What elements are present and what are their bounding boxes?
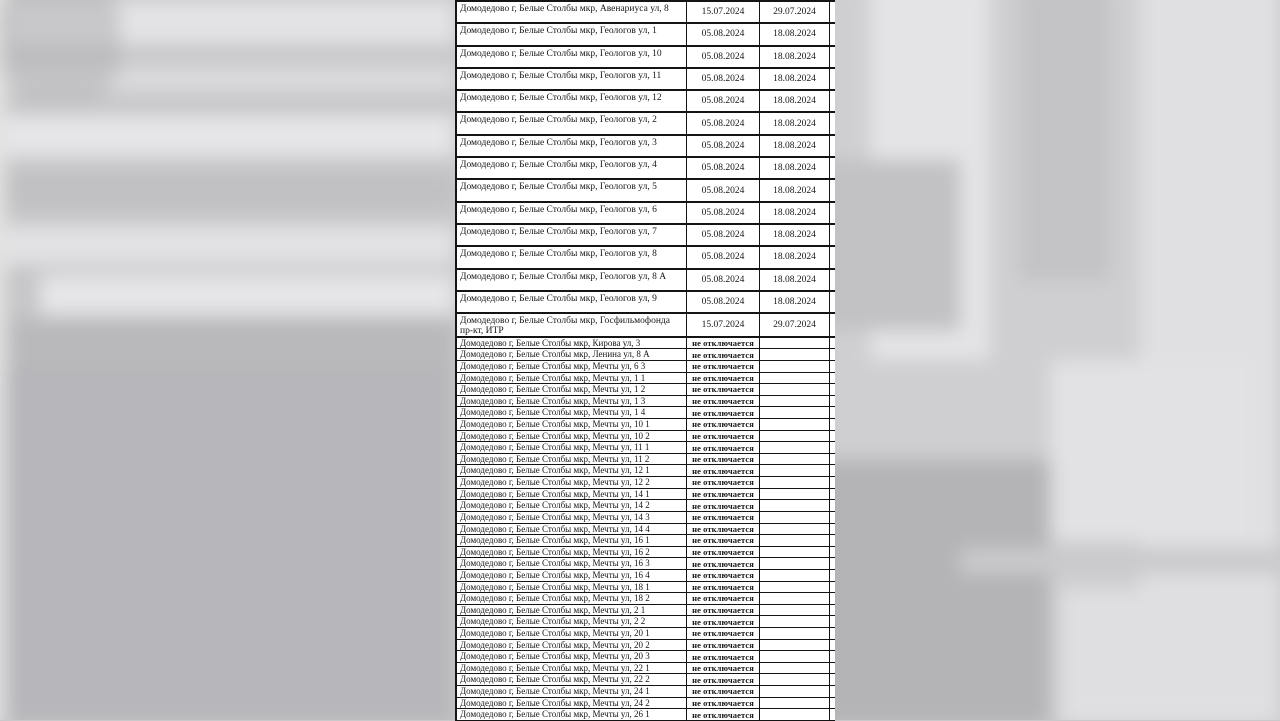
table-row bbox=[457, 270, 835, 292]
end-date-cell: 18.08.2024 bbox=[760, 270, 830, 290]
table-row bbox=[457, 314, 835, 338]
address-cell: Домодедово г, Белые Столбы мкр, Мечты ул, 1 2 bbox=[457, 384, 687, 395]
end-date-cell bbox=[760, 407, 830, 418]
address-cell: Домодедово г, Белые Столбы мкр, Геологов ул, 12 bbox=[457, 91, 687, 111]
no-shutoff-cell: не отключается bbox=[687, 349, 760, 360]
start-date-cell: 05.08.2024 bbox=[687, 113, 760, 133]
address-cell: Домодедово г, Белые Столбы мкр, Геологов ул, 8 bbox=[457, 247, 687, 267]
backdrop-left-edge bbox=[0, 0, 6, 720]
address-cell: Домодедово г, Белые Столбы мкр, Мечты ул, 1 1 bbox=[457, 373, 687, 384]
table-row bbox=[457, 640, 835, 652]
address-cell: Домодедово г, Белые Столбы мкр, Мечты ул, 2 2 bbox=[457, 616, 687, 627]
no-shutoff-cell: не отключается bbox=[687, 338, 760, 349]
no-shutoff-cell: не отключается bbox=[687, 407, 760, 418]
clipped-column-sliver bbox=[830, 349, 835, 360]
end-date-cell: 18.08.2024 bbox=[760, 136, 830, 156]
end-date-cell bbox=[760, 547, 830, 558]
address-cell: Домодедово г, Белые Столбы мкр, Мечты ул, 14 1 bbox=[457, 489, 687, 500]
table-row bbox=[457, 582, 835, 594]
end-date-cell bbox=[760, 396, 830, 407]
no-shutoff-cell: не отключается bbox=[687, 686, 760, 697]
table-row bbox=[457, 570, 835, 582]
clipped-column-sliver bbox=[830, 47, 835, 67]
address-cell: Домодедово г, Белые Столбы мкр, Мечты ул, 18 1 bbox=[457, 582, 687, 593]
table-row bbox=[457, 361, 835, 373]
end-date-cell: 18.08.2024 bbox=[760, 158, 830, 178]
end-date-cell bbox=[760, 338, 830, 349]
no-shutoff-cell: не отключается bbox=[687, 651, 760, 662]
start-date-cell: 15.07.2024 bbox=[687, 2, 760, 22]
table-row bbox=[457, 47, 835, 69]
table-row bbox=[457, 113, 835, 135]
address-cell: Домодедово г, Белые Столбы мкр, Мечты ул, 10 1 bbox=[457, 419, 687, 430]
backdrop-right-blob bbox=[1050, 360, 1250, 540]
table-row bbox=[457, 247, 835, 269]
clipped-column-sliver bbox=[830, 338, 835, 349]
end-date-cell: 18.08.2024 bbox=[760, 203, 830, 223]
table-row bbox=[457, 558, 835, 570]
end-date-cell bbox=[760, 512, 830, 523]
table-row bbox=[457, 407, 835, 419]
table-row bbox=[457, 686, 835, 698]
clipped-column-sliver bbox=[830, 709, 835, 720]
table-row bbox=[457, 465, 835, 477]
end-date-cell bbox=[760, 477, 830, 488]
start-date-cell: 05.08.2024 bbox=[687, 292, 760, 312]
no-shutoff-cell: не отключается bbox=[687, 674, 760, 685]
table-row bbox=[457, 69, 835, 91]
table-row bbox=[457, 547, 835, 559]
table-row bbox=[457, 419, 835, 431]
end-date-cell bbox=[760, 454, 830, 465]
address-cell: Домодедово г, Белые Столбы мкр, Геологов ул, 9 bbox=[457, 292, 687, 312]
end-date-cell bbox=[760, 373, 830, 384]
no-shutoff-cell: не отключается bbox=[687, 419, 760, 430]
address-cell: Домодедово г, Белые Столбы мкр, Мечты ул, 11 1 bbox=[457, 442, 687, 453]
end-date-cell: 18.08.2024 bbox=[760, 247, 830, 267]
clipped-column-sliver bbox=[830, 247, 835, 267]
address-cell: Домодедово г, Белые Столбы мкр, Госфильмофонда пр-кт, ИТР bbox=[457, 314, 687, 336]
no-shutoff-cell: не отключается bbox=[687, 524, 760, 535]
table-row bbox=[457, 651, 835, 663]
start-date-cell: 05.08.2024 bbox=[687, 69, 760, 89]
table-row bbox=[457, 593, 835, 605]
clipped-column-sliver bbox=[830, 686, 835, 697]
address-cell: Домодедово г, Белые Столбы мкр, Геологов ул, 1 bbox=[457, 24, 687, 44]
table-row bbox=[457, 158, 835, 180]
address-cell: Домодедово г, Белые Столбы мкр, Мечты ул, 6 3 bbox=[457, 361, 687, 372]
table-row bbox=[457, 292, 835, 314]
end-date-cell: 18.08.2024 bbox=[760, 47, 830, 67]
address-cell: Домодедово г, Белые Столбы мкр, Геологов ул, 11 bbox=[457, 69, 687, 89]
no-shutoff-cell: не отключается bbox=[687, 570, 760, 581]
no-shutoff-cell: не отключается bbox=[687, 384, 760, 395]
clipped-column-sliver bbox=[830, 489, 835, 500]
address-cell: Домодедово г, Белые Столбы мкр, Геологов ул, 2 bbox=[457, 113, 687, 133]
table-row bbox=[457, 663, 835, 675]
clipped-column-sliver bbox=[830, 454, 835, 465]
address-cell: Домодедово г, Белые Столбы мкр, Мечты ул, 16 2 bbox=[457, 547, 687, 558]
address-cell: Домодедово г, Белые Столбы мкр, Мечты ул, 1 3 bbox=[457, 396, 687, 407]
no-shutoff-cell: не отключается bbox=[687, 709, 760, 720]
end-date-cell bbox=[760, 419, 830, 430]
end-date-cell bbox=[760, 698, 830, 709]
start-date-cell: 05.08.2024 bbox=[687, 270, 760, 290]
address-cell: Домодедово г, Белые Столбы мкр, Мечты ул, 20 1 bbox=[457, 628, 687, 639]
address-cell: Домодедово г, Белые Столбы мкр, Геологов ул, 4 bbox=[457, 158, 687, 178]
end-date-cell: 18.08.2024 bbox=[760, 69, 830, 89]
clipped-column-sliver bbox=[830, 558, 835, 569]
no-shutoff-cell: не отключается bbox=[687, 373, 760, 384]
table-row bbox=[457, 384, 835, 396]
table-row bbox=[457, 136, 835, 158]
backdrop-right-blob bbox=[1020, 0, 1110, 280]
end-date-cell bbox=[760, 651, 830, 662]
clipped-column-sliver bbox=[830, 180, 835, 200]
start-date-cell: 05.08.2024 bbox=[687, 24, 760, 44]
table-row bbox=[457, 628, 835, 640]
clipped-column-sliver bbox=[830, 442, 835, 453]
clipped-column-sliver bbox=[830, 373, 835, 384]
clipped-column-sliver bbox=[830, 547, 835, 558]
table-row bbox=[457, 442, 835, 454]
address-cell: Домодедово г, Белые Столбы мкр, Мечты ул, 22 2 bbox=[457, 674, 687, 685]
end-date-cell bbox=[760, 384, 830, 395]
no-shutoff-cell: не отключается bbox=[687, 663, 760, 674]
table-row bbox=[457, 349, 835, 361]
table-row bbox=[457, 2, 835, 24]
address-cell: Домодедово г, Белые Столбы мкр, Мечты ул, 1 4 bbox=[457, 407, 687, 418]
no-shutoff-cell: не отключается bbox=[687, 605, 760, 616]
clipped-column-sliver bbox=[830, 593, 835, 604]
end-date-cell bbox=[760, 442, 830, 453]
start-date-cell: 15.07.2024 bbox=[687, 314, 760, 336]
address-cell: Домодедово г, Белые Столбы мкр, Мечты ул, 26 1 bbox=[457, 709, 687, 720]
address-cell: Домодедово г, Белые Столбы мкр, Мечты ул, 16 4 bbox=[457, 570, 687, 581]
backdrop-left-bottom bbox=[0, 365, 455, 720]
backdrop-left-band bbox=[40, 275, 455, 315]
start-date-cell: 05.08.2024 bbox=[687, 91, 760, 111]
address-cell: Домодедово г, Белые Столбы мкр, Мечты ул, 18 2 bbox=[457, 593, 687, 604]
clipped-column-sliver bbox=[830, 419, 835, 430]
backdrop-right-blob bbox=[1060, 590, 1280, 720]
start-date-cell: 05.08.2024 bbox=[687, 247, 760, 267]
clipped-column-sliver bbox=[830, 651, 835, 662]
no-shutoff-cell: не отключается bbox=[687, 535, 760, 546]
address-cell: Домодедово г, Белые Столбы мкр, Геологов ул, 5 bbox=[457, 180, 687, 200]
end-date-cell bbox=[760, 582, 830, 593]
no-shutoff-cell: не отключается bbox=[687, 489, 760, 500]
address-cell: Домодедово г, Белые Столбы мкр, Мечты ул, 14 3 bbox=[457, 512, 687, 523]
start-date-cell: 05.08.2024 bbox=[687, 203, 760, 223]
no-shutoff-cell: не отключается bbox=[687, 616, 760, 627]
address-cell: Домодедово г, Белые Столбы мкр, Мечты ул, 24 1 bbox=[457, 686, 687, 697]
start-date-cell: 05.08.2024 bbox=[687, 47, 760, 67]
table-row bbox=[457, 180, 835, 202]
backdrop-left-corner bbox=[0, 0, 120, 100]
clipped-column-sliver bbox=[830, 24, 835, 44]
end-date-cell: 18.08.2024 bbox=[760, 225, 830, 245]
start-date-cell: 05.08.2024 bbox=[687, 158, 760, 178]
clipped-column-sliver bbox=[830, 674, 835, 685]
clipped-column-sliver bbox=[830, 225, 835, 245]
clipped-column-sliver bbox=[830, 477, 835, 488]
table-row bbox=[457, 24, 835, 46]
end-date-cell: 18.08.2024 bbox=[760, 24, 830, 44]
end-date-cell bbox=[760, 489, 830, 500]
clipped-column-sliver bbox=[830, 640, 835, 651]
clipped-column-sliver bbox=[830, 91, 835, 111]
clipped-column-sliver bbox=[830, 605, 835, 616]
clipped-column-sliver bbox=[830, 314, 835, 336]
address-cell: Домодедово г, Белые Столбы мкр, Мечты ул, 22 1 bbox=[457, 663, 687, 674]
clipped-column-sliver bbox=[830, 500, 835, 511]
table-row bbox=[457, 616, 835, 628]
end-date-cell bbox=[760, 500, 830, 511]
end-date-cell bbox=[760, 709, 830, 720]
table-row bbox=[457, 373, 835, 385]
end-date-cell bbox=[760, 524, 830, 535]
no-shutoff-cell: не отключается bbox=[687, 361, 760, 372]
address-cell: Домодедово г, Белые Столбы мкр, Кирова ул, 3 bbox=[457, 338, 687, 349]
backdrop-left-band bbox=[0, 175, 455, 205]
shutoff-schedule-table bbox=[455, 0, 835, 721]
backdrop-right-band bbox=[960, 548, 1280, 574]
clipped-column-sliver bbox=[830, 698, 835, 709]
table-row bbox=[457, 454, 835, 466]
no-shutoff-cell: не отключается bbox=[687, 396, 760, 407]
clipped-column-sliver bbox=[830, 292, 835, 312]
no-shutoff-cell: не отключается bbox=[687, 582, 760, 593]
clipped-column-sliver bbox=[830, 535, 835, 546]
clipped-column-sliver bbox=[830, 570, 835, 581]
end-date-cell bbox=[760, 663, 830, 674]
clipped-column-sliver bbox=[830, 396, 835, 407]
end-date-cell bbox=[760, 361, 830, 372]
start-date-cell: 05.08.2024 bbox=[687, 136, 760, 156]
no-shutoff-cell: не отключается bbox=[687, 454, 760, 465]
end-date-cell: 18.08.2024 bbox=[760, 292, 830, 312]
address-cell: Домодедово г, Белые Столбы мкр, Геологов ул, 8 А bbox=[457, 270, 687, 290]
table-row bbox=[457, 500, 835, 512]
clipped-column-sliver bbox=[830, 69, 835, 89]
address-cell: Домодедово г, Белые Столбы мкр, Геологов ул, 3 bbox=[457, 136, 687, 156]
no-shutoff-cell: не отключается bbox=[687, 512, 760, 523]
backdrop-left-band bbox=[0, 115, 455, 157]
backdrop-right-shade bbox=[800, 460, 1050, 720]
address-cell: Домодедово г, Белые Столбы мкр, Мечты ул, 24 2 bbox=[457, 698, 687, 709]
address-cell: Домодедово г, Белые Столбы мкр, Мечты ул, 14 4 bbox=[457, 524, 687, 535]
table-row bbox=[457, 477, 835, 489]
address-cell: Домодедово г, Белые Столбы мкр, Геологов ул, 6 bbox=[457, 203, 687, 223]
clipped-column-sliver bbox=[830, 270, 835, 290]
no-shutoff-cell: не отключается bbox=[687, 558, 760, 569]
clipped-column-sliver bbox=[830, 512, 835, 523]
clipped-column-sliver bbox=[830, 628, 835, 639]
table-row bbox=[457, 91, 835, 113]
end-date-cell bbox=[760, 593, 830, 604]
table-row bbox=[457, 225, 835, 247]
no-shutoff-cell: не отключается bbox=[687, 465, 760, 476]
no-shutoff-cell: не отключается bbox=[687, 640, 760, 651]
table-row bbox=[457, 709, 835, 721]
address-cell: Домодедово г, Белые Столбы мкр, Мечты ул, 12 1 bbox=[457, 465, 687, 476]
address-cell: Домодедово г, Белые Столбы мкр, Мечты ул, 11 2 bbox=[457, 454, 687, 465]
end-date-cell bbox=[760, 686, 830, 697]
end-date-cell bbox=[760, 465, 830, 476]
clipped-column-sliver bbox=[830, 361, 835, 372]
address-cell: Домодедово г, Белые Столбы мкр, Геологов ул, 7 bbox=[457, 225, 687, 245]
clipped-column-sliver bbox=[830, 136, 835, 156]
end-date-cell: 18.08.2024 bbox=[760, 180, 830, 200]
table-row bbox=[457, 431, 835, 443]
table-row bbox=[457, 396, 835, 408]
table-row bbox=[457, 524, 835, 536]
end-date-cell bbox=[760, 605, 830, 616]
backdrop-left-band bbox=[0, 225, 455, 265]
end-date-cell bbox=[760, 349, 830, 360]
address-cell: Домодедово г, Белые Столбы мкр, Мечты ул, 12 2 bbox=[457, 477, 687, 488]
end-date-cell: 18.08.2024 bbox=[760, 91, 830, 111]
clipped-column-sliver bbox=[830, 616, 835, 627]
no-shutoff-cell: не отключается bbox=[687, 431, 760, 442]
address-cell: Домодедово г, Белые Столбы мкр, Авенариуса ул, 8 bbox=[457, 2, 687, 22]
address-cell: Домодедово г, Белые Столбы мкр, Геологов ул, 10 bbox=[457, 47, 687, 67]
end-date-cell bbox=[760, 640, 830, 651]
address-cell: Домодедово г, Белые Столбы мкр, Мечты ул, 20 3 bbox=[457, 651, 687, 662]
clipped-column-sliver bbox=[830, 582, 835, 593]
address-cell: Домодедово г, Белые Столбы мкр, Мечты ул, 14 2 bbox=[457, 500, 687, 511]
clipped-column-sliver bbox=[830, 663, 835, 674]
no-shutoff-cell: не отключается bbox=[687, 547, 760, 558]
no-shutoff-cell: не отключается bbox=[687, 628, 760, 639]
end-date-cell: 29.07.2024 bbox=[760, 2, 830, 22]
clipped-column-sliver bbox=[830, 407, 835, 418]
table-row bbox=[457, 698, 835, 710]
end-date-cell bbox=[760, 674, 830, 685]
clipped-column-sliver bbox=[830, 384, 835, 395]
end-date-cell bbox=[760, 558, 830, 569]
start-date-cell: 05.08.2024 bbox=[687, 225, 760, 245]
end-date-cell bbox=[760, 628, 830, 639]
end-date-cell: 29.07.2024 bbox=[760, 314, 830, 336]
no-shutoff-cell: не отключается bbox=[687, 442, 760, 453]
clipped-column-sliver bbox=[830, 524, 835, 535]
table-row bbox=[457, 535, 835, 547]
address-cell: Домодедово г, Белые Столбы мкр, Мечты ул, 10 2 bbox=[457, 431, 687, 442]
clipped-column-sliver bbox=[830, 203, 835, 223]
table-row bbox=[457, 605, 835, 617]
clipped-column-sliver bbox=[830, 113, 835, 133]
table-row bbox=[457, 203, 835, 225]
address-cell: Домодедово г, Белые Столбы мкр, Мечты ул, 16 3 bbox=[457, 558, 687, 569]
end-date-cell bbox=[760, 570, 830, 581]
no-shutoff-cell: не отключается bbox=[687, 477, 760, 488]
table-row bbox=[457, 489, 835, 501]
address-cell: Домодедово г, Белые Столбы мкр, Ленина ул, 8 А bbox=[457, 349, 687, 360]
table-row bbox=[457, 338, 835, 350]
clipped-column-sliver bbox=[830, 431, 835, 442]
end-date-cell bbox=[760, 616, 830, 627]
clipped-column-sliver bbox=[830, 465, 835, 476]
address-cell: Домодедово г, Белые Столбы мкр, Мечты ул, 20 2 bbox=[457, 640, 687, 651]
no-shutoff-cell: не отключается bbox=[687, 500, 760, 511]
clipped-column-sliver bbox=[830, 158, 835, 178]
address-cell: Домодедово г, Белые Столбы мкр, Мечты ул, 16 1 bbox=[457, 535, 687, 546]
no-shutoff-cell: не отключается bbox=[687, 698, 760, 709]
start-date-cell: 05.08.2024 bbox=[687, 180, 760, 200]
end-date-cell bbox=[760, 431, 830, 442]
no-shutoff-cell: не отключается bbox=[687, 593, 760, 604]
end-date-cell: 18.08.2024 bbox=[760, 113, 830, 133]
clipped-column-sliver bbox=[830, 2, 835, 22]
table-row bbox=[457, 674, 835, 686]
address-cell: Домодедово г, Белые Столбы мкр, Мечты ул, 2 1 bbox=[457, 605, 687, 616]
table-row bbox=[457, 512, 835, 524]
end-date-cell bbox=[760, 535, 830, 546]
